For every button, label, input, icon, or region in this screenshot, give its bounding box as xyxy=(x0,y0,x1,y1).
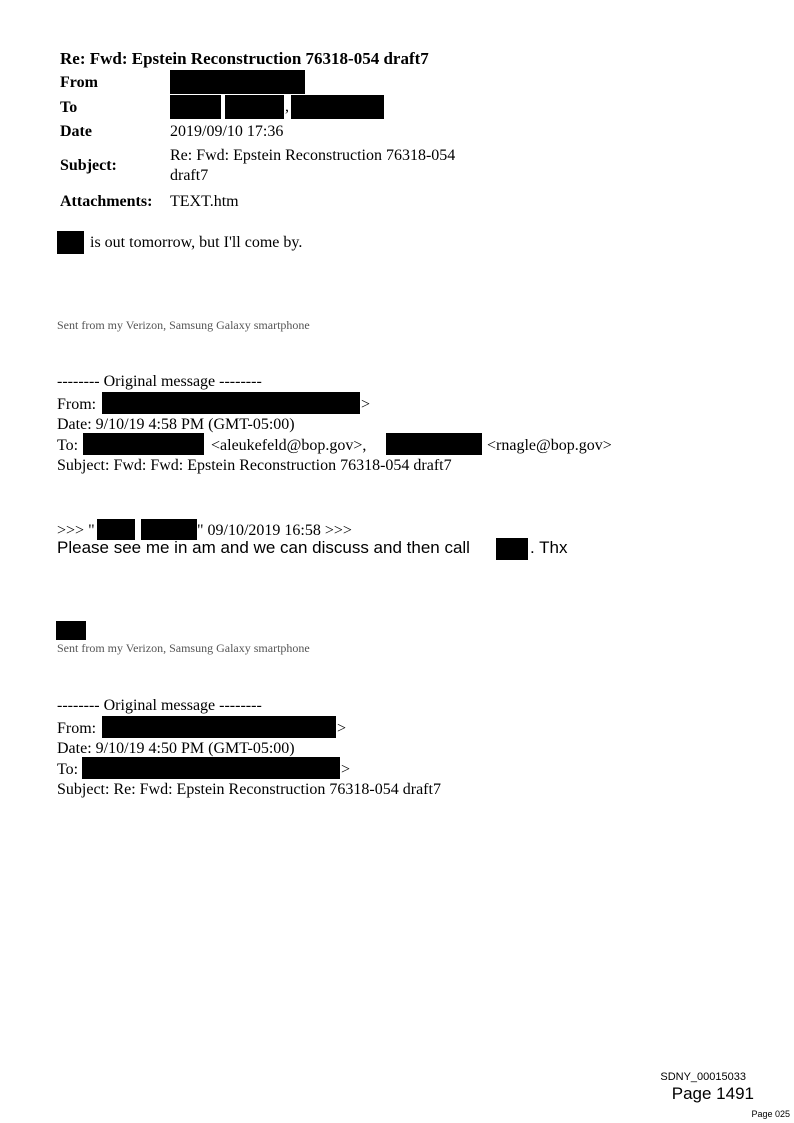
redaction-block xyxy=(291,95,384,119)
redaction-block xyxy=(102,392,360,414)
original-subject-line: Subject: Fwd: Fwd: Epstein Reconstruction 76318-054 draft7 xyxy=(57,457,452,474)
redaction-block xyxy=(102,716,336,738)
date-value: 2019/09/10 17:36 xyxy=(170,123,284,140)
to-email: <rnagle@bop.gov> xyxy=(487,437,612,454)
to-suffix: > xyxy=(341,761,351,778)
to-email: <aleukefeld@bop.gov>, xyxy=(211,437,367,454)
quoted-body-text: Please see me in am and we can discuss and then call xyxy=(57,538,470,557)
redaction-block xyxy=(56,621,86,640)
to-separator: , xyxy=(285,98,289,115)
email-title: Re: Fwd: Epstein Reconstruction 76318-054 draft7 xyxy=(60,49,429,68)
redaction-block xyxy=(83,433,204,455)
original-date-line: Date: 9/10/19 4:58 PM (GMT-05:00) xyxy=(57,416,295,433)
signature-text: Sent from my Verizon, Samsung Galaxy smartphone xyxy=(57,318,310,332)
signature-text: Sent from my Verizon, Samsung Galaxy smartphone xyxy=(57,641,310,655)
redaction-block xyxy=(496,538,528,560)
original-to-label: To: xyxy=(57,761,79,778)
attachments-label: Attachments: xyxy=(60,193,153,210)
quoted-body-text-end: . Thx xyxy=(530,538,568,557)
from-suffix: > xyxy=(337,720,347,737)
subject-label: Subject: xyxy=(60,157,117,174)
redaction-block xyxy=(57,231,84,254)
original-message-separator: -------- Original message -------- xyxy=(57,697,262,714)
redaction-block xyxy=(225,95,284,119)
quote-prefix: >>> " xyxy=(57,522,95,539)
from-suffix: > xyxy=(361,396,371,413)
date-label: Date xyxy=(60,123,92,140)
redaction-block xyxy=(141,519,197,540)
redaction-block xyxy=(170,95,221,119)
message-body: is out tomorrow, but I'll come by. xyxy=(90,234,303,251)
page-number-small: Page 025 xyxy=(751,1109,790,1119)
original-from-label: From: xyxy=(57,720,97,737)
bates-number: SDNY_00015033 xyxy=(660,1071,746,1083)
from-label: From xyxy=(60,74,98,91)
redaction-block xyxy=(386,433,482,455)
attachment-link[interactable]: TEXT.htm xyxy=(170,193,239,210)
page-number: Page 1491 xyxy=(671,1084,754,1103)
original-subject-line: Subject: Re: Fwd: Epstein Reconstruction 76318-054 draft7 xyxy=(57,781,441,798)
subject-value-line2: draft7 xyxy=(170,167,209,184)
original-message-separator: -------- Original message -------- xyxy=(57,373,262,390)
redaction-block xyxy=(82,757,340,779)
redaction-block xyxy=(170,70,305,94)
original-from-label: From: xyxy=(57,396,97,413)
original-to-label: To: xyxy=(57,437,79,454)
subject-value-line1: Re: Fwd: Epstein Reconstruction 76318-054 xyxy=(170,147,456,164)
original-date-line: Date: 9/10/19 4:50 PM (GMT-05:00) xyxy=(57,740,295,757)
redaction-block xyxy=(97,519,135,540)
to-label: To xyxy=(60,99,78,116)
quote-suffix: " 09/10/2019 16:58 >>> xyxy=(197,522,352,539)
